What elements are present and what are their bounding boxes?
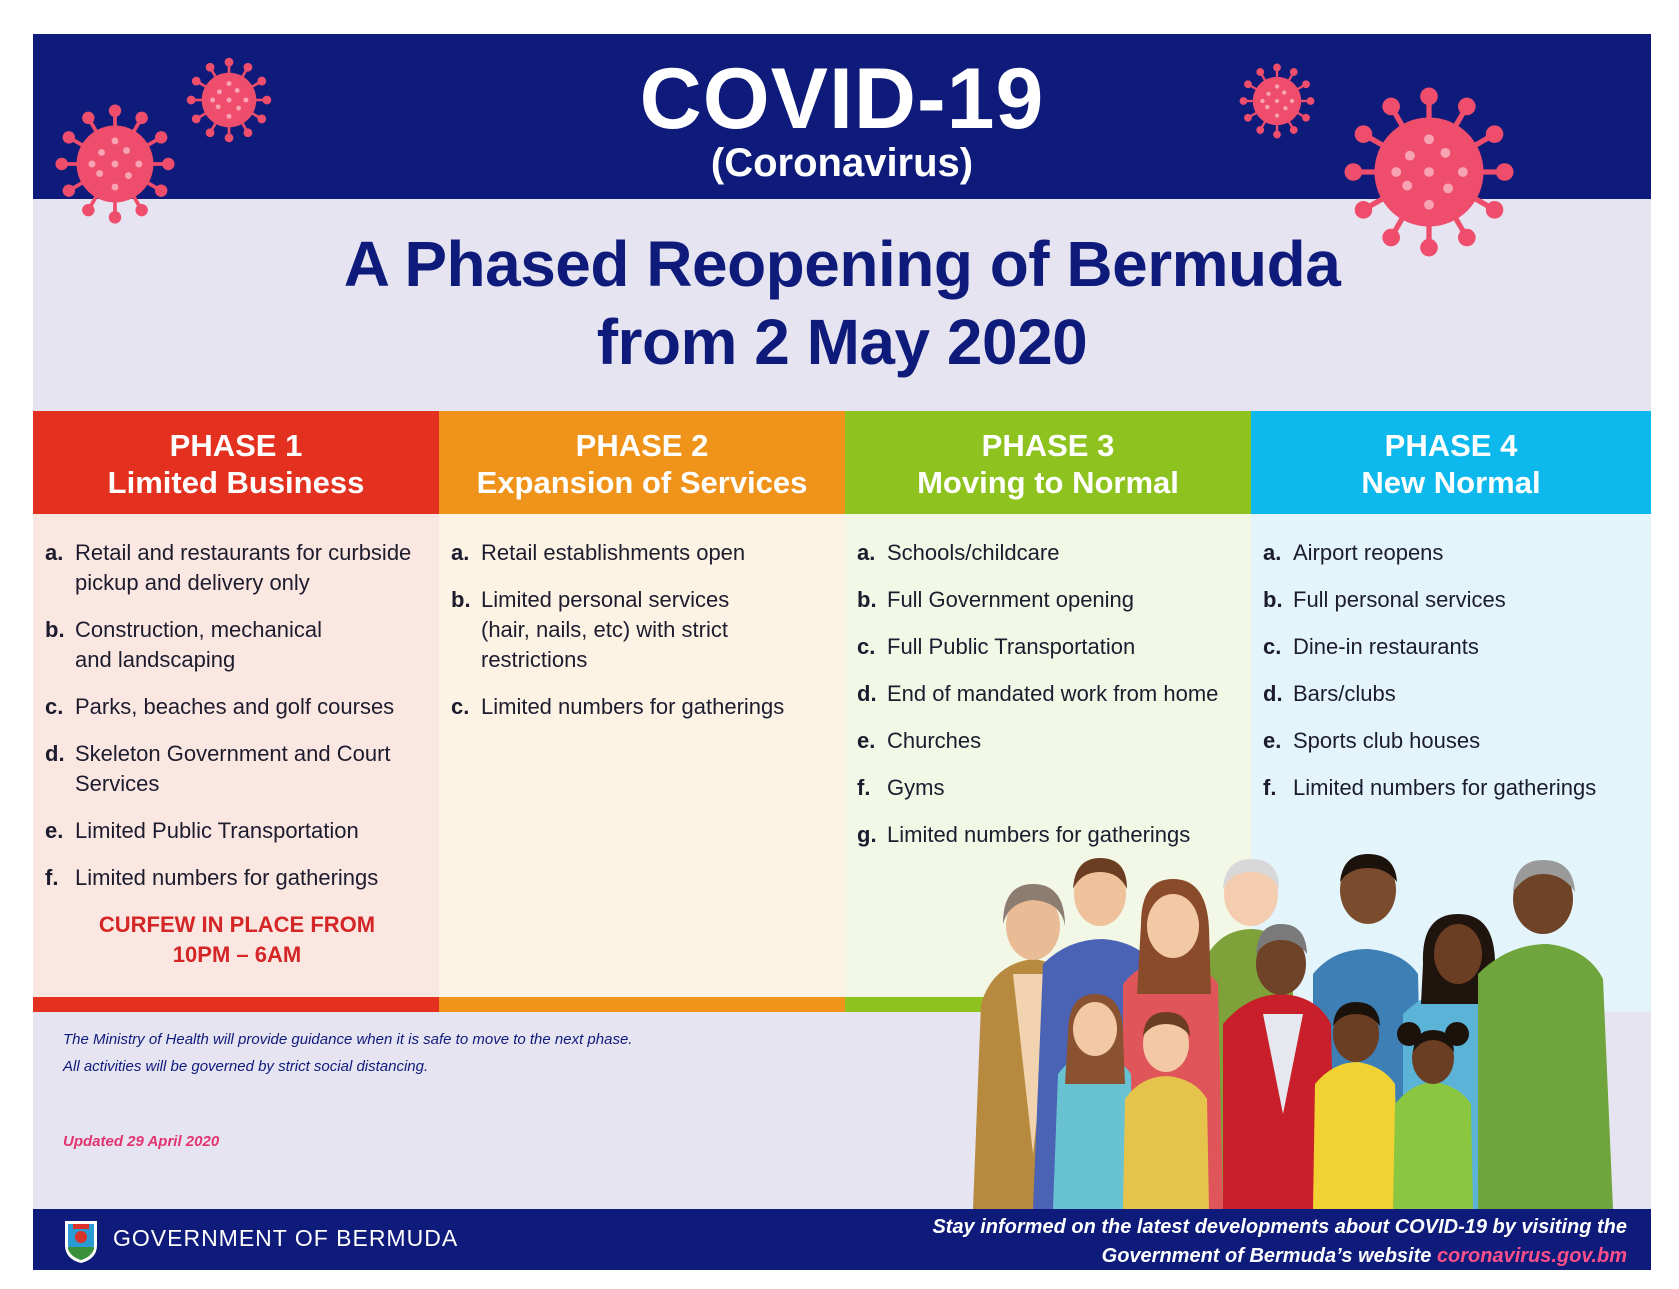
item-text: Limited numbers for gatherings (1293, 775, 1597, 800)
item-letter: b. (45, 617, 65, 642)
phase-label: PHASE 4 (1384, 428, 1518, 463)
item-letter: a. (1263, 540, 1282, 565)
list-item (451, 585, 835, 675)
item-text: Limited numbers for gatherings (481, 694, 785, 719)
phase-2-header (439, 411, 845, 514)
note-line: The Ministry of Health will provide guidance when it is safe to move to the next phase. (63, 1031, 633, 1048)
list-item (857, 632, 1241, 662)
item-letter: d. (1263, 681, 1283, 706)
phase-name: Expansion of Services (476, 465, 808, 500)
phase-4-header (1251, 411, 1651, 514)
phase-1-list (33, 514, 439, 997)
list-item (1263, 632, 1641, 662)
item-text: Parks, beaches and golf courses (75, 694, 395, 719)
phase-1-header (33, 411, 439, 514)
item-text: Sports club houses (1293, 728, 1481, 753)
government-name: GOVERNMENT OF BERMUDA (113, 1225, 459, 1251)
item-letter: c. (45, 694, 64, 719)
item-letter: c. (1263, 634, 1282, 659)
item-letter: e. (1263, 728, 1282, 753)
item-text: Skeleton Government and Court Services (75, 741, 391, 796)
stay-line2-prefix: Government of Bermuda’s website (1101, 1245, 1432, 1267)
item-text: Full Government opening (887, 587, 1135, 612)
phase-label: PHASE 1 (169, 428, 303, 463)
updated-date: Updated 29 April 2020 (63, 1133, 220, 1150)
list-item (857, 679, 1241, 709)
list-item (857, 726, 1241, 756)
list-item (857, 585, 1241, 615)
phase-1-footer-bar (33, 997, 439, 1012)
list-item (1263, 773, 1641, 803)
item-text: Churches (887, 728, 982, 753)
phase-1-column (33, 411, 439, 1011)
virus-icon (185, 56, 273, 144)
stay-line1: Stay informed on the latest developments about COVID-19 by visiting the (932, 1216, 1627, 1238)
phase-label: PHASE 3 (981, 428, 1115, 463)
curfew-notice (45, 910, 429, 970)
bermuda-crest-icon (61, 1219, 101, 1265)
list-item (45, 615, 429, 675)
main-title-line1: A Phased Reopening of Bermuda (343, 228, 1341, 300)
phase-2-footer-bar (439, 997, 845, 1012)
virus-icon (53, 102, 177, 226)
item-letter: b. (857, 587, 877, 612)
stay-line2 (932, 1242, 1627, 1270)
person-figure (1478, 860, 1613, 1209)
item-letter: a. (451, 540, 470, 565)
list-item (45, 538, 429, 598)
item-letter: g. (857, 822, 877, 847)
item-text: End of mandated work from home (887, 681, 1219, 706)
phase-2-column (439, 411, 845, 1011)
item-text: Limited numbers for gatherings (887, 822, 1191, 847)
guidance-notes (63, 1026, 632, 1080)
item-letter: b. (451, 587, 471, 612)
community-people-illustration (973, 854, 1651, 1209)
website-link[interactable]: coronavirus.gov.bm (1436, 1245, 1627, 1267)
item-text: Limited personal services (hair, nails, etc) with strict restrictions (481, 587, 730, 672)
item-text: Full Public Transportation (887, 634, 1136, 659)
item-text: Gyms (887, 775, 945, 800)
list-item (451, 692, 835, 722)
item-text: Construction, mechanical and landscaping (75, 617, 323, 672)
poster (33, 34, 1651, 1270)
covid-title: COVID-19 (639, 51, 1045, 147)
item-text: Limited Public Transportation (75, 818, 359, 843)
item-letter: e. (45, 818, 64, 843)
item-text: Retail establishments open (481, 540, 746, 565)
main-title-line2: from 2 May 2020 (596, 306, 1088, 378)
list-item (45, 863, 429, 893)
item-text: Airport reopens (1293, 540, 1444, 565)
curfew-line2: 10PM – 6AM (172, 942, 302, 967)
item-letter: d. (45, 741, 65, 766)
list-item (451, 538, 835, 568)
item-text: Bars/clubs (1293, 681, 1396, 706)
covid-subtitle: (Coronavirus) (710, 141, 974, 185)
item-letter: c. (451, 694, 470, 719)
item-letter: a. (45, 540, 64, 565)
item-letter: d. (857, 681, 877, 706)
phase-name: New Normal (1361, 465, 1541, 500)
note-line: All activities will be governed by strict social distancing. (63, 1058, 429, 1075)
phase-label: PHASE 2 (575, 428, 709, 463)
phase-3-header (845, 411, 1251, 514)
list-item (1263, 538, 1641, 568)
item-text: Dine-in restaurants (1293, 634, 1479, 659)
item-letter: f. (1263, 775, 1277, 800)
item-text: Full personal services (1293, 587, 1506, 612)
item-text: Limited numbers for gatherings (75, 865, 379, 890)
list-item (45, 692, 429, 722)
item-text: Retail and restaurants for curbside pickup and delivery only (75, 540, 412, 595)
curfew-line1: CURFEW IN PLACE FROM (98, 912, 376, 937)
item-text: Schools/childcare (887, 540, 1060, 565)
item-letter: a. (857, 540, 876, 565)
main-title (33, 225, 1651, 381)
phase-2-list (439, 514, 845, 997)
item-letter: b. (1263, 587, 1283, 612)
list-item (45, 816, 429, 846)
list-item (1263, 726, 1641, 756)
list-item (857, 773, 1241, 803)
stay-informed-message (932, 1213, 1627, 1270)
virus-icon (1238, 62, 1316, 140)
phase-name: Moving to Normal (917, 465, 1179, 500)
list-item (1263, 585, 1641, 615)
item-letter: e. (857, 728, 876, 753)
item-letter: c. (857, 634, 876, 659)
item-letter: f. (45, 865, 59, 890)
list-item (857, 538, 1241, 568)
list-item (45, 739, 429, 799)
phase-name: Limited Business (107, 465, 365, 500)
footer-bar (33, 1209, 1651, 1270)
list-item (1263, 679, 1641, 709)
item-letter: f. (857, 775, 871, 800)
list-item (857, 820, 1241, 850)
